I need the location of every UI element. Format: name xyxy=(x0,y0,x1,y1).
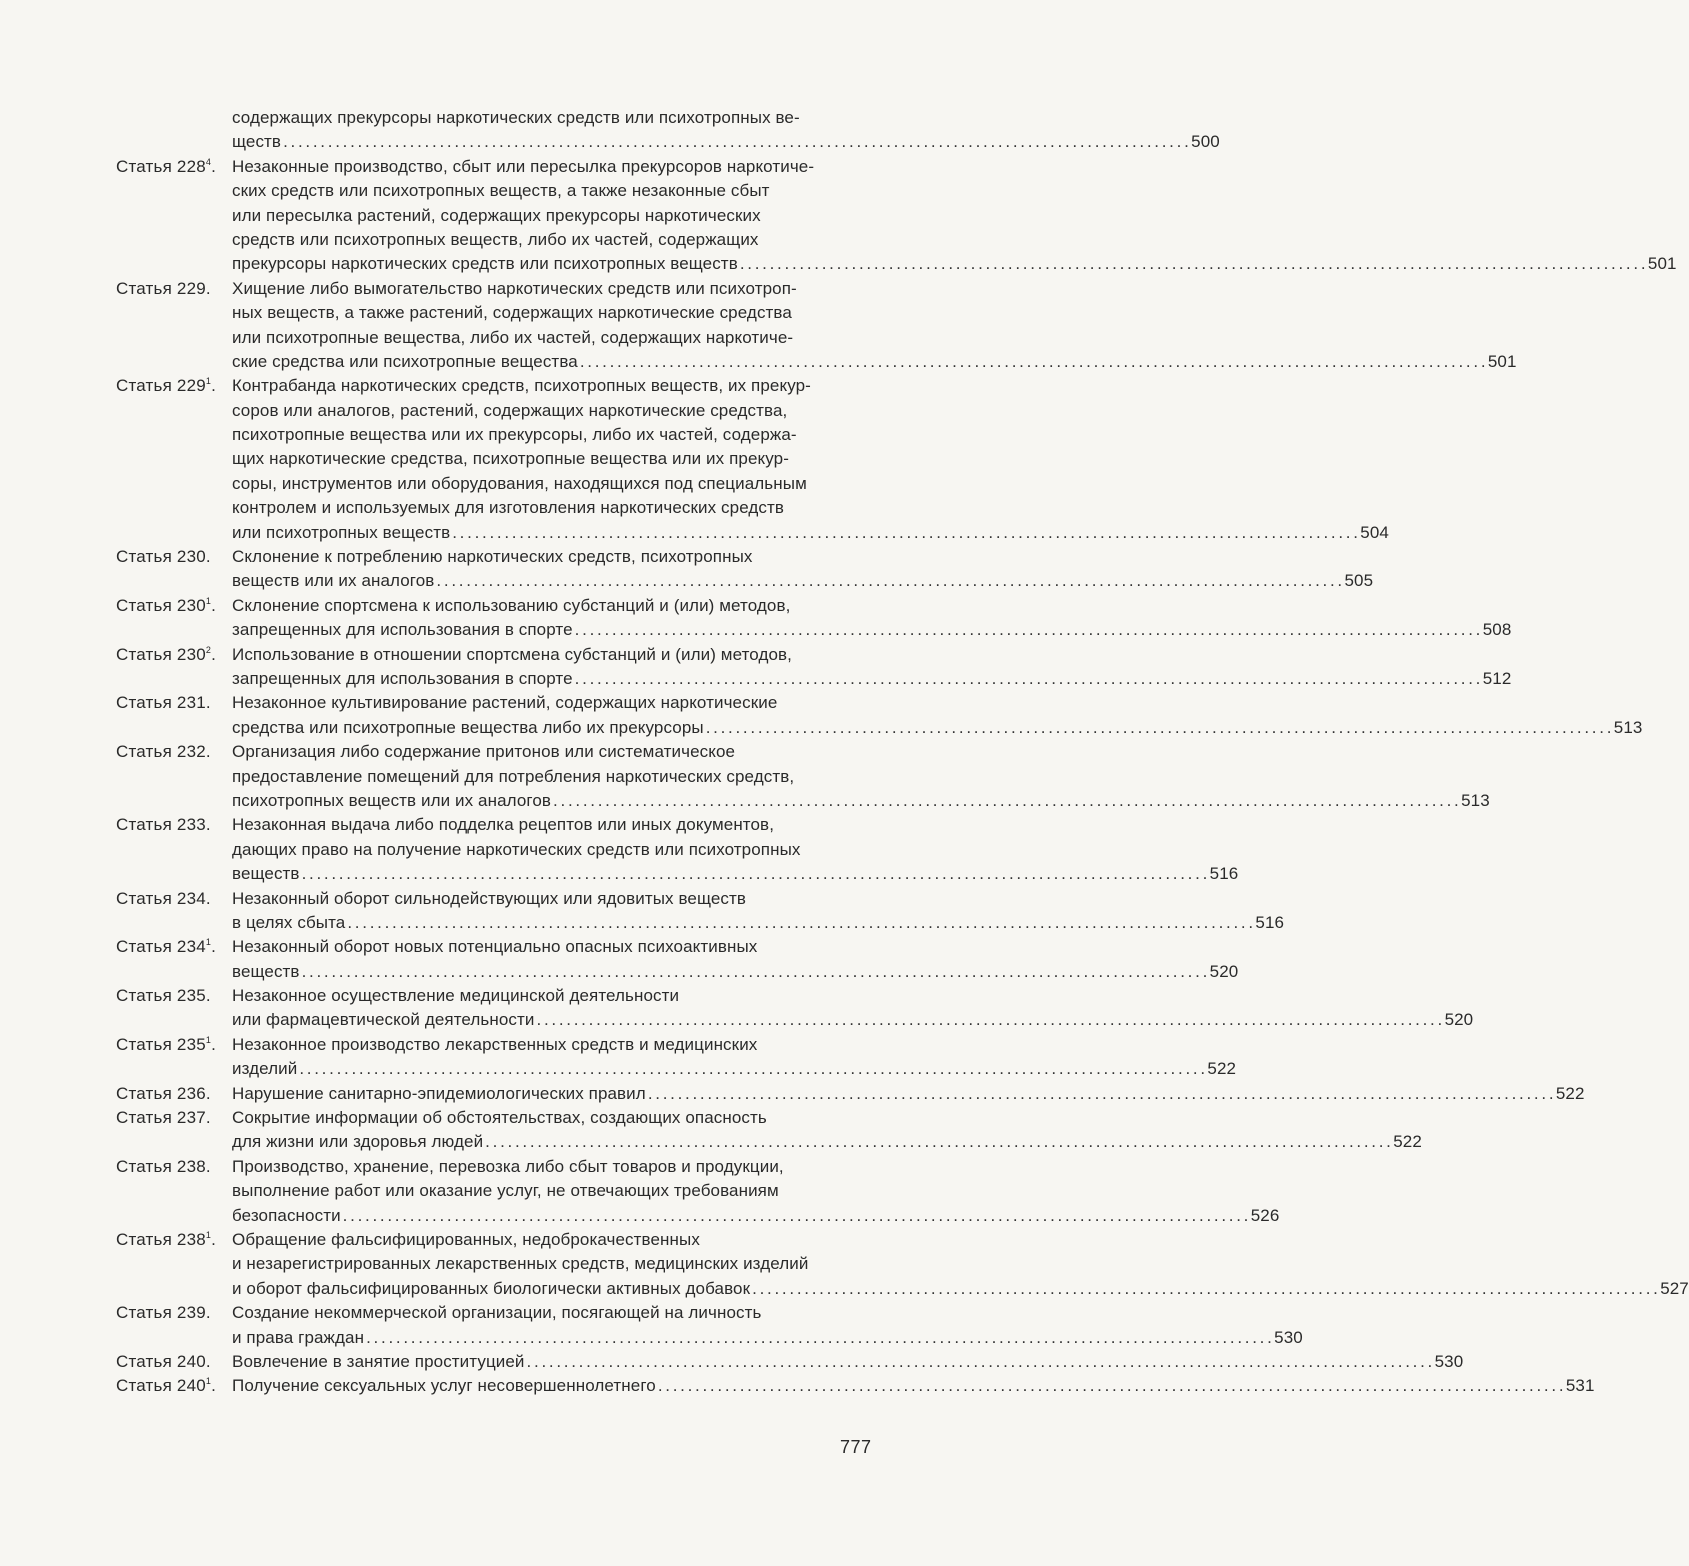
dot-leader xyxy=(300,960,1209,984)
title-line: Обращение фальсифицированных, недоброкачественных xyxy=(232,1229,700,1249)
title-line: Незаконные производство, сбыт или пересылка прекурсоров наркотиче- xyxy=(232,156,815,176)
dot-leader xyxy=(450,521,1359,545)
article-title xyxy=(232,1106,1422,1155)
article-number xyxy=(116,1106,232,1130)
article-title xyxy=(232,691,1642,740)
article-superscript: 2 xyxy=(205,644,212,655)
article-label: Статья 228 xyxy=(116,156,206,176)
title-line: прекурсоры наркотических средств или психотропных веществ xyxy=(232,254,738,274)
title-last-line xyxy=(232,252,1677,276)
title-line: Склонение к потреблению наркотических средств, психотропных xyxy=(232,547,753,567)
title-last-line xyxy=(232,1204,1279,1228)
toc-entry xyxy=(116,106,1220,155)
title-line: Производство, хранение, перевозка либо сбыт товаров и продукции, xyxy=(232,1156,784,1176)
article-number xyxy=(116,1082,232,1106)
page-ref: 516 xyxy=(1255,912,1285,932)
article-superscript: 1 xyxy=(205,1034,212,1045)
page-ref: 531 xyxy=(1565,1376,1595,1396)
article-number xyxy=(116,1155,232,1179)
title-last-line xyxy=(232,716,1642,740)
dot-leader xyxy=(297,1057,1206,1081)
title-last-line xyxy=(232,1008,1473,1032)
title-line: или фармацевтической деятельности xyxy=(232,1010,535,1030)
title-line: психотропных веществ или их аналогов xyxy=(232,790,552,810)
toc-entry xyxy=(116,545,1374,594)
title-line: безопасности xyxy=(232,1205,341,1225)
article-title xyxy=(232,106,1220,155)
page-ref: 520 xyxy=(1209,961,1239,981)
dot-leader xyxy=(483,1130,1392,1154)
article-title xyxy=(232,1301,1303,1350)
article-label: Статья 235 xyxy=(116,1034,206,1054)
title-line: Склонение спортсмена к использованию субстанций и (или) методов, xyxy=(232,595,791,615)
toc-entry xyxy=(116,935,1239,984)
title-last-line xyxy=(232,1350,1463,1374)
page-ref: 513 xyxy=(1461,790,1490,810)
article-number xyxy=(116,887,232,911)
article-label: Статья 230. xyxy=(116,547,211,567)
toc-entry xyxy=(116,1350,1464,1374)
article-label: Статья 233. xyxy=(116,815,211,835)
title-line: или психотропных веществ xyxy=(232,522,451,542)
title-line: ские средства или психотропные вещества xyxy=(232,351,578,371)
article-label: Статья 236. xyxy=(116,1083,211,1103)
title-line: Вовлечение в занятие проституцией xyxy=(232,1351,525,1371)
article-superscript: 1 xyxy=(205,937,212,948)
title-line: Незаконный оборот сильнодействующих или ядовитых веществ xyxy=(232,888,747,908)
dot-leader xyxy=(525,1350,1434,1374)
toc-entry xyxy=(116,1374,1595,1398)
article-number xyxy=(116,813,232,837)
title-last-line xyxy=(232,618,1511,642)
title-line: Незаконная выдача либо подделка рецептов или иных документов, xyxy=(232,815,775,835)
title-line: и незарегистрированных лекарственных средств, медицинских изделий xyxy=(232,1254,809,1274)
title-line: средства или психотропные вещества либо их прекурсоры xyxy=(232,717,704,737)
toc-entry xyxy=(116,984,1474,1033)
article-title xyxy=(232,643,1511,692)
article-label: Статья 229 xyxy=(116,376,206,396)
page-ref: 501 xyxy=(1487,351,1517,371)
article-number xyxy=(116,691,232,715)
article-number xyxy=(116,984,232,1008)
title-line: Незаконное производство лекарственных средств и медицинских xyxy=(232,1034,758,1054)
article-title xyxy=(232,1374,1595,1398)
toc-entry xyxy=(116,594,1512,643)
article-number: Статья $240^1$. xyxy=(116,1376,217,1396)
page-ref: 500 xyxy=(1191,132,1220,152)
dot-leader xyxy=(281,130,1190,154)
article-title xyxy=(232,1228,1689,1301)
title-line: запрещенных для использования в спорте xyxy=(232,620,573,640)
title-last-line xyxy=(232,862,1238,886)
dot-leader xyxy=(750,1277,1659,1301)
title-line: ных веществ, а также растений, содержащих наркотические средства xyxy=(232,303,792,323)
title-line: веществ xyxy=(232,961,300,981)
article-number xyxy=(116,740,232,764)
article-title xyxy=(232,935,1238,984)
title-line: предоставление помещений для потребления наркотических средств, xyxy=(232,766,795,786)
title-line: или пересылка растений, содержащих прекурсоры наркотических xyxy=(232,205,761,225)
page-ref: 501 xyxy=(1647,254,1677,274)
title-last-line xyxy=(232,911,1284,935)
article-superscript: 1 xyxy=(205,1229,212,1240)
toc-entry xyxy=(116,887,1285,936)
dot-leader xyxy=(434,569,1343,593)
article-number xyxy=(116,1301,232,1325)
article-label: Статья 232. xyxy=(116,742,211,762)
title-last-line xyxy=(232,667,1511,691)
title-line: ществ xyxy=(232,132,282,152)
title-line: Незаконное культивирование растений, содержащих наркотические xyxy=(232,693,778,713)
toc-entry xyxy=(116,277,1517,375)
article-number: Статья $230^2$. xyxy=(116,644,217,664)
title-line: и оборот фальсифицированных биологически активных добавок xyxy=(232,1278,751,1298)
article-label: Статья 230 xyxy=(116,644,206,664)
title-last-line xyxy=(232,789,1490,813)
title-last-line xyxy=(232,1374,1595,1398)
article-title xyxy=(232,1033,1236,1082)
article-number: Статья $238^1$. xyxy=(116,1229,217,1249)
article-label: Статья 229. xyxy=(116,278,211,298)
toc-entry xyxy=(116,1301,1303,1350)
article-title xyxy=(232,277,1517,375)
article-label: Статья 237. xyxy=(116,1108,211,1128)
page-ref: 512 xyxy=(1482,668,1512,688)
title-line: Незаконный оборот новых потенциально опасных психоактивных xyxy=(232,937,758,957)
page-ref: 530 xyxy=(1274,1327,1303,1347)
article-title xyxy=(232,984,1473,1033)
title-last-line xyxy=(232,1277,1689,1301)
title-line: Нарушение санитарно-эпидемиологических правил xyxy=(232,1083,646,1103)
toc-entry xyxy=(116,1082,1585,1106)
title-line: психотропные вещества или их прекурсоры, либо их частей, содержа- xyxy=(232,425,797,445)
page-ref: 527 xyxy=(1660,1278,1689,1298)
title-last-line xyxy=(232,521,1389,545)
title-last-line xyxy=(232,960,1238,984)
toc-entry xyxy=(116,155,1677,277)
article-label: Статья 240 xyxy=(116,1376,206,1396)
article-label: Статья 231. xyxy=(116,693,211,713)
title-last-line xyxy=(232,1082,1585,1106)
page-ref: 513 xyxy=(1613,717,1643,737)
article-title xyxy=(232,155,1677,277)
title-line: Организация либо содержание притонов или систематическое xyxy=(232,742,736,762)
article-label: Статья 239. xyxy=(116,1303,211,1323)
table-of-contents xyxy=(116,106,1689,1399)
dot-leader xyxy=(656,1374,1565,1398)
page-ref: 508 xyxy=(1482,620,1512,640)
article-title xyxy=(232,740,1490,813)
article-title xyxy=(232,545,1373,594)
toc-entry xyxy=(116,1033,1237,1082)
article-superscript: 1 xyxy=(205,1376,212,1387)
title-last-line xyxy=(232,1130,1422,1154)
article-label: Статья 235. xyxy=(116,986,211,1006)
dot-leader xyxy=(300,862,1209,886)
title-last-line xyxy=(232,130,1220,154)
article-number: Статья $234^1$. xyxy=(116,937,217,957)
page-ref: 520 xyxy=(1444,1010,1474,1030)
title-last-line xyxy=(232,569,1373,593)
title-line: для жизни или здоровья людей xyxy=(232,1132,484,1152)
dot-leader xyxy=(738,252,1647,276)
title-line: запрещенных для использования в спорте xyxy=(232,668,573,688)
page-number: 777 xyxy=(840,1437,872,1457)
article-title xyxy=(232,813,1238,886)
article-superscript: 1 xyxy=(205,595,212,606)
title-line: или психотропные вещества, либо их частей, содержащих наркотиче- xyxy=(232,327,794,347)
article-label: Статья 238. xyxy=(116,1156,211,1176)
title-line: соры, инструментов или оборудования, находящихся под специальным xyxy=(232,473,807,493)
title-line: щих наркотические средства, психотропные вещества или их прекур- xyxy=(232,449,789,469)
title-last-line xyxy=(232,1326,1303,1350)
dot-leader xyxy=(573,667,1482,691)
title-line: Сокрытие информации об обстоятельствах, создающих опасность xyxy=(232,1108,767,1128)
title-line: Хищение либо вымогательство наркотических средств или психотроп- xyxy=(232,278,797,298)
title-line: Получение сексуальных услуг несовершеннолетнего xyxy=(232,1376,656,1396)
article-label: Статья 234. xyxy=(116,888,211,908)
article-number: Статья $229^1$. xyxy=(116,376,217,396)
toc-entry xyxy=(116,374,1389,545)
article-number: Статья $230^1$. xyxy=(116,595,217,615)
dot-leader xyxy=(535,1008,1444,1032)
article-label: Статья 234 xyxy=(116,937,206,957)
title-line: средств или психотропных веществ, либо их частей, содержащих xyxy=(232,229,759,249)
title-line: Контрабанда наркотических средств, психотропных веществ, их прекур- xyxy=(232,376,811,396)
title-line: соров или аналогов, растений, содержащих наркотические средства, xyxy=(232,400,788,420)
article-title xyxy=(232,1350,1463,1374)
article-label: Статья 240. xyxy=(116,1351,211,1371)
page-ref: 526 xyxy=(1250,1205,1280,1225)
article-number xyxy=(116,277,232,301)
toc-entry xyxy=(116,691,1643,740)
article-superscript: 4 xyxy=(205,156,212,167)
title-line: веществ xyxy=(232,864,300,884)
title-line: ских средств или психотропных веществ, а также незаконные сбыт xyxy=(232,181,770,201)
title-line: веществ или их аналогов xyxy=(232,571,435,591)
article-title xyxy=(232,1082,1585,1106)
title-line: изделий xyxy=(232,1059,298,1079)
title-line: дающих право на получение наркотических средств или психотропных xyxy=(232,839,801,859)
article-title xyxy=(232,594,1511,643)
title-line: Незаконное осуществление медицинской деятельности xyxy=(232,986,680,1006)
toc-entry xyxy=(116,1155,1280,1228)
page-ref: 522 xyxy=(1555,1083,1585,1103)
page-ref: 522 xyxy=(1393,1132,1422,1152)
title-line: Использование в отношении спортсмена субстанций и (или) методов, xyxy=(232,644,792,664)
dot-leader xyxy=(704,716,1613,740)
toc-entry xyxy=(116,740,1490,813)
dot-leader xyxy=(573,618,1482,642)
dot-leader xyxy=(578,350,1487,374)
article-title xyxy=(232,374,1389,545)
page-ref: 522 xyxy=(1207,1059,1237,1079)
page-ref: 505 xyxy=(1344,571,1374,591)
toc-entry xyxy=(116,813,1239,886)
title-last-line xyxy=(232,1057,1236,1081)
title-line: контролем и используемых для изготовления наркотических средств xyxy=(232,498,785,518)
dot-leader xyxy=(646,1082,1555,1106)
toc-entry xyxy=(116,1106,1422,1155)
page-ref: 516 xyxy=(1209,864,1239,884)
article-number xyxy=(116,545,232,569)
title-line: Создание некоммерческой организации, посягающей на личность xyxy=(232,1303,762,1323)
title-line: в целях сбыта xyxy=(232,912,346,932)
article-number xyxy=(116,1350,232,1374)
dot-leader xyxy=(345,911,1254,935)
article-title xyxy=(232,1155,1279,1228)
toc-entry xyxy=(116,643,1512,692)
article-number: Статья $235^1$. xyxy=(116,1034,217,1054)
dot-leader xyxy=(551,789,1460,813)
article-title xyxy=(232,887,1284,936)
article-superscript: 1 xyxy=(205,376,212,387)
title-line: и права граждан xyxy=(232,1327,365,1347)
page-ref: 530 xyxy=(1434,1351,1464,1371)
page-ref: 504 xyxy=(1360,522,1389,542)
article-label: Статья 238 xyxy=(116,1229,206,1249)
title-line: содержащих прекурсоры наркотических средств или психотропных ве- xyxy=(232,108,800,127)
title-line: выполнение работ или оказание услуг, не отвечающих требованиям xyxy=(232,1181,779,1201)
dot-leader xyxy=(341,1204,1250,1228)
toc-entry xyxy=(116,1228,1689,1301)
title-last-line xyxy=(232,350,1517,374)
article-label: Статья 230 xyxy=(116,595,206,615)
article-number: Статья $228^4$. xyxy=(116,156,217,176)
dot-leader xyxy=(364,1326,1273,1350)
